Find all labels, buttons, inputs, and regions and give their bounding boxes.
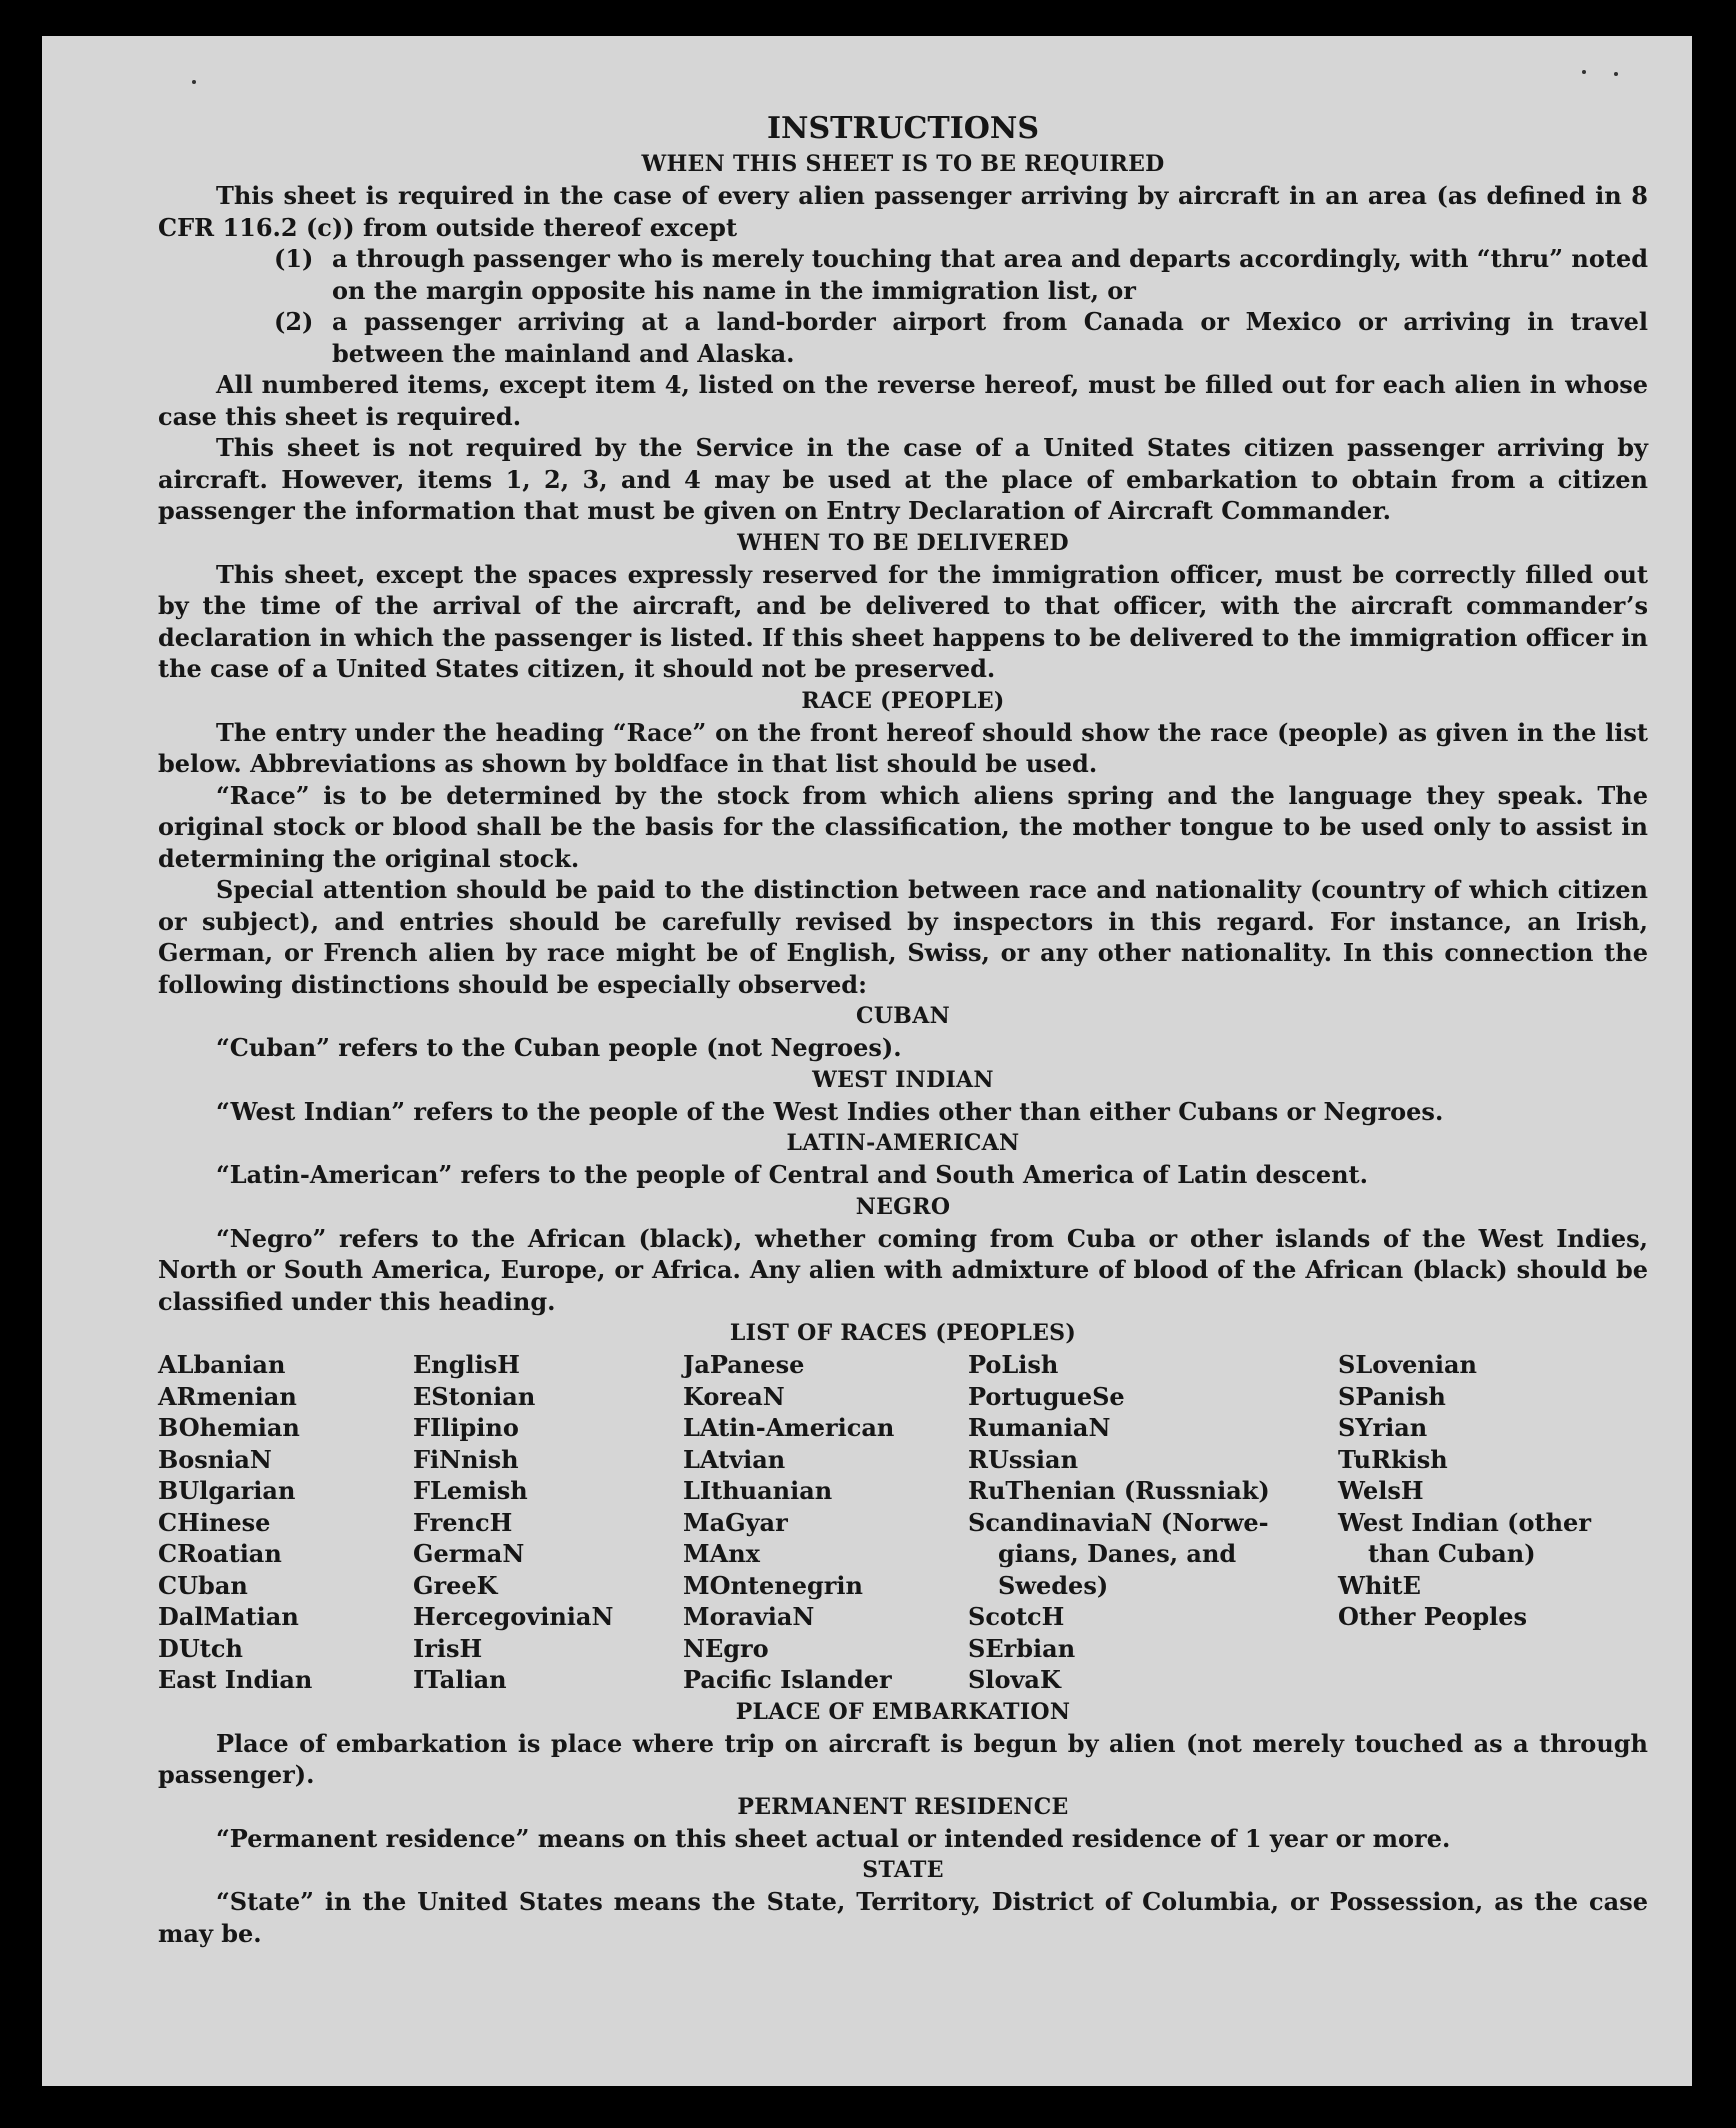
item-text: a through passenger who is merely touching that area and departs accordingly, with “thru” noted on the margin opposite his name in the immigration list, or	[332, 244, 1648, 305]
heading-cuban: CUBAN	[856, 1003, 950, 1029]
race-entry: MOntenegrin	[683, 1570, 863, 1600]
heading-when-required: WHEN THIS SHEET IS TO BE REQUIRED	[641, 151, 1165, 177]
paragraph: “Race” is to be determined by the stock from which aliens spring and the language they speak. The original stock or blood shall be the basis for the classification, the mother tongue to be used only to assist in determining the original stock.	[158, 780, 1648, 873]
race-entry: DalMatian	[158, 1602, 299, 1631]
heading-permanent-residence: PERMANENT RESIDENCE	[737, 1793, 1069, 1820]
race-entry: CUban	[158, 1570, 248, 1600]
race-entry: GreeK	[413, 1570, 498, 1600]
paragraph: “Cuban” refers to the Cuban people (not Negroes).	[216, 1033, 902, 1062]
race-entry: East Indian	[158, 1665, 313, 1694]
race-entry-continued: than Cuban)	[1368, 1539, 1536, 1568]
instruction-sheet	[42, 36, 1692, 2086]
heading-when-delivered: WHEN TO BE DELIVERED	[737, 529, 1069, 556]
race-entry: FrencH	[413, 1507, 513, 1537]
paragraph: This sheet is required in the case of every alien passenger arriving by aircraft in an area (as defined in 8 CFR 116.2 (c)) from outside thereof except	[158, 181, 1648, 242]
paragraph: All numbered items, except item 4, listed on the reverse hereof, must be filled out for each alien in whose case this sheet is required.	[158, 370, 1648, 431]
race-entry: RuThenian (Russniak)	[968, 1476, 1270, 1505]
paragraph: This sheet is not required by the Service in the case of a United States citizen passenger arriving by aircraft. However, items 1, 2, 3, and 4 may be used at the place of embarkation to obtain from a citizen passenger the information that must be given on Entry Declaration of Aircraft Commander.	[158, 433, 1648, 525]
speck	[192, 80, 196, 84]
paragraph: “State” in the United States means the State, Territory, District of Columbia, or Possession, as the case may be.	[158, 1887, 1648, 1948]
race-entry: KoreaN	[683, 1381, 785, 1411]
paragraph: Special attention should be paid to the distinction between race and nationality (country of which citizen or subject), and entries should be carefully revised by inspectors in this regard. For instance, an Irish, German, or French alien by race might be of English, Swiss, or any other nationality. In this connection the following distinctions should be especially observed:	[158, 875, 1648, 999]
race-entry: LAtvian	[683, 1444, 786, 1474]
race-entry: CRoatian	[158, 1539, 282, 1568]
speck	[1582, 70, 1586, 74]
race-entry: WelsH	[1338, 1476, 1424, 1505]
race-entry: DUtch	[158, 1633, 243, 1663]
heading-list-of-races: LIST OF RACES (PEOPLES)	[729, 1320, 1077, 1346]
race-entry: RUssian	[968, 1444, 1079, 1474]
paragraph: “Permanent residence” means on this sheet actual or intended residence of 1 year or more.	[216, 1823, 1451, 1853]
item-text: a passenger arriving at a land-border airport from Canada or Mexico or arriving in travel between the mainland and Alaska.	[332, 307, 1648, 368]
race-entry: BosniaN	[158, 1444, 272, 1474]
race-entry: SPanish	[1338, 1381, 1446, 1411]
heading-west-indian: WEST INDIAN	[812, 1066, 994, 1093]
race-entry: BOhemian	[158, 1413, 300, 1442]
race-entry: RumaniaN	[968, 1413, 1111, 1442]
race-entry: HercegoviniaN	[413, 1602, 614, 1631]
race-entry: ALbanian	[158, 1350, 286, 1379]
race-entry: SErbian	[968, 1633, 1076, 1663]
race-entry: ScotcH	[968, 1602, 1065, 1631]
race-entry: West Indian (other	[1338, 1507, 1591, 1537]
race-entry: BUlgarian	[158, 1476, 296, 1505]
race-entry: MAnx	[683, 1539, 760, 1568]
race-entry: SlovaK	[968, 1665, 1061, 1694]
paragraph: This sheet, except the spaces expressly reserved for the immigration officer, must be correctly filled out by the time of the arrival of the aircraft, and be delivered to that officer, with the aircraft commander’s declaration in which the passenger is listed. If this sheet happens to be delivered to the immigration officer in the case of a United States citizen, it should not be preserved.	[158, 559, 1648, 683]
race-entry: PoLish	[968, 1350, 1059, 1379]
race-entry: MoraviaN	[683, 1602, 815, 1631]
item-number: (1)	[274, 244, 314, 273]
heading-negro: NEGRO	[855, 1193, 951, 1220]
races-column-5	[1338, 1349, 1648, 1696]
race-entry: TuRkish	[1338, 1444, 1448, 1474]
race-entry: ARmenian	[158, 1381, 297, 1411]
race-entry: PortugueSe	[968, 1381, 1125, 1411]
race-entry: FiNnish	[413, 1444, 519, 1474]
race-entry: WhitE	[1338, 1570, 1421, 1600]
races-column-2	[413, 1349, 683, 1696]
race-entry: LAtin-American	[683, 1413, 895, 1442]
race-entry: LIthuanian	[683, 1476, 833, 1505]
race-entry: Pacific Islander	[683, 1665, 892, 1694]
list-item	[158, 243, 1648, 306]
paragraph: “Negro” refers to the African (black), whether coming from Cuba or other islands of the West Indies, North or South America, Europe, or Africa. Any alien with admixture of blood of the African (black) should be classified under this heading.	[158, 1223, 1648, 1316]
race-entry: EStonian	[413, 1381, 536, 1411]
race-entry: JaPanese	[683, 1350, 805, 1379]
race-entry: EnglisH	[413, 1350, 520, 1379]
paragraph: “West Indian” refers to the people of the West Indies other than either Cubans or Negroes.	[216, 1096, 1444, 1126]
race-entry: SLovenian	[1338, 1350, 1477, 1379]
race-entry: NEgro	[683, 1633, 769, 1663]
paragraph: “Latin-American” refers to the people of Central and South America of Latin descent.	[216, 1160, 1368, 1189]
races-column-3	[683, 1349, 968, 1696]
race-entry: ITalian	[413, 1665, 507, 1694]
race-entry: FIlipino	[413, 1413, 519, 1442]
race-entry: FLemish	[413, 1476, 528, 1505]
page-title: INSTRUCTIONS	[767, 111, 1039, 146]
speck	[1614, 72, 1618, 76]
race-entry: MaGyar	[683, 1507, 788, 1537]
paragraph: Place of embarkation is place where trip on aircraft is begun by alien (not merely touched as a through passenger).	[158, 1728, 1648, 1789]
race-entry: Other Peoples	[1338, 1602, 1528, 1631]
race-entry: SYrian	[1338, 1413, 1428, 1442]
race-entry: ScandinaviaN (Norwe-	[968, 1507, 1269, 1537]
race-entry: IrisH	[413, 1633, 483, 1663]
item-number: (2)	[274, 307, 314, 336]
heading-place-of-embarkation: PLACE OF EMBARKATION	[735, 1698, 1071, 1725]
heading-race: RACE (PEOPLE)	[801, 687, 1005, 714]
list-item	[158, 306, 1648, 369]
race-entry-continued: Swedes)	[998, 1570, 1109, 1600]
paragraph: The entry under the heading “Race” on the front hereof should show the race (people) as given in the list below. Abbreviations as shown by boldface in that list should be used.	[158, 717, 1648, 778]
races-column-1	[158, 1349, 413, 1696]
heading-state: STATE	[862, 1857, 944, 1883]
race-entry: GermaN	[413, 1539, 525, 1568]
race-entry: CHinese	[158, 1507, 271, 1537]
heading-latin-american: LATIN-AMERICAN	[786, 1130, 1020, 1156]
races-table	[158, 1349, 1648, 1696]
races-column-4	[968, 1349, 1338, 1696]
race-entry-continued: gians, Danes, and	[998, 1539, 1237, 1568]
